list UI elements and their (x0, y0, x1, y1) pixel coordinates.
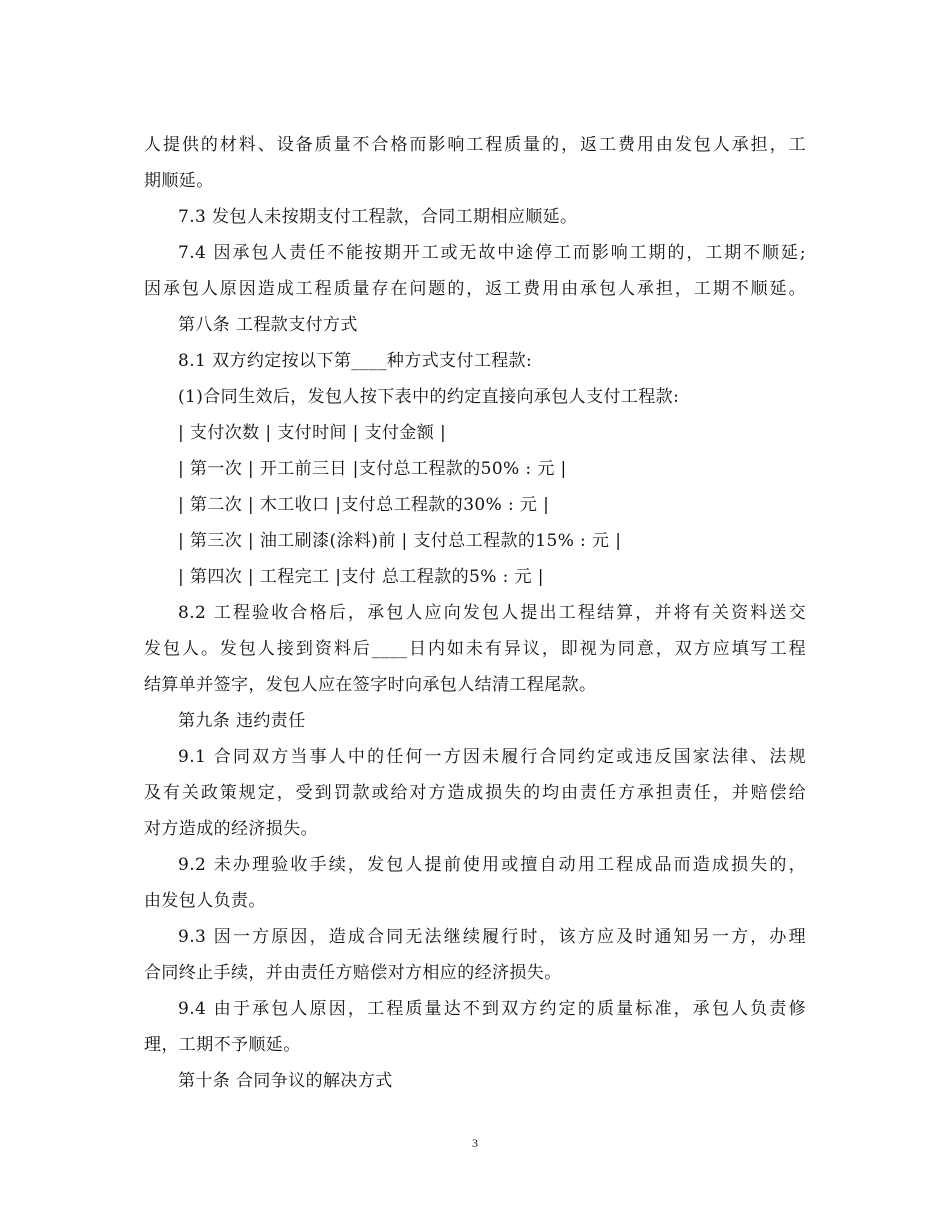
paragraph-line: (1)合同生效后，发包人按下表中的约定直接向承包人支付工程款: (178, 387, 680, 407)
section-heading: 第八条 工程款支付方式 (178, 315, 358, 335)
payment-table-row: | 第三次 | 油工刷漆(涂料)前 | 支付总工程款的15% : 元 | (178, 531, 622, 551)
paragraph-line: 发包人。发包人接到资料后____日内如未有异议，即视为同意，双方应填写工程 (144, 639, 806, 659)
paragraph-line: 由发包人负责。 (144, 891, 266, 911)
paragraph-line: 7.3 发包人未按期支付工程款，合同工期相应顺延。 (178, 207, 578, 227)
page-number: 3 (472, 1136, 478, 1150)
paragraph-line: 8.2 工程验收合格后，承包人应向发包人提出工程结算，并将有关资料送交 (178, 603, 806, 623)
payment-table-row: | 第四次 | 工程完工 |支付 总工程款的5% : 元 | (178, 567, 544, 587)
payment-table-row: | 第二次 | 木工收口 |支付总工程款的30% : 元 | (178, 495, 550, 515)
paragraph-line: 9.4 由于承包人原因，工程质量达不到双方约定的质量标准，承包人负责修 (178, 999, 806, 1019)
payment-table-header: | 支付次数 | 支付时间 | 支付金额 | (178, 423, 447, 443)
paragraph-line: 及有关政策规定，受到罚款或给对方造成损失的均由责任方承担责任，并赔偿给 (144, 783, 806, 803)
paragraph-line: 期顺延。 (144, 171, 214, 191)
paragraph-line: 因承包人原因造成工程质量存在问题的，返工费用由承包人承担，工期不顺延。 (144, 279, 806, 299)
section-heading: 第十条 合同争议的解决方式 (178, 1071, 393, 1091)
section-heading: 第九条 违约责任 (178, 711, 306, 731)
paragraph-line: 理，工期不予顺延。 (144, 1035, 301, 1055)
paragraph-line: 结算单并签字，发包人应在签字时向承包人结清工程尾款。 (144, 675, 597, 695)
paragraph-line: 对方造成的经济损失。 (144, 819, 318, 839)
paragraph-line: 7.4 因承包人责任不能按期开工或无故中途停工而影响工期的，工期不顺延; (178, 243, 806, 263)
paragraph-line: 9.2 未办理验收手续，发包人提前使用或擅自动用工程成品而造成损失的， (178, 855, 806, 875)
paragraph-line: 人提供的材料、设备质量不合格而影响工程质量的，返工费用由发包人承担，工 (144, 135, 806, 155)
paragraph-line: 合同终止手续，并由责任方赔偿对方相应的经济损失。 (144, 963, 562, 983)
document-body (144, 127, 806, 1099)
paragraph-line: 9.1 合同双方当事人中的任何一方因未履行合同约定或违反国家法律、法规 (178, 747, 806, 767)
paragraph-line: 8.1 双方约定按以下第____种方式支付工程款: (178, 351, 533, 371)
paragraph-line: 9.3 因一方原因，造成合同无法继续履行时，该方应及时通知另一方，办理 (178, 927, 806, 947)
payment-table-row: | 第一次 | 开工前三日 |支付总工程款的50% : 元 | (178, 459, 567, 479)
